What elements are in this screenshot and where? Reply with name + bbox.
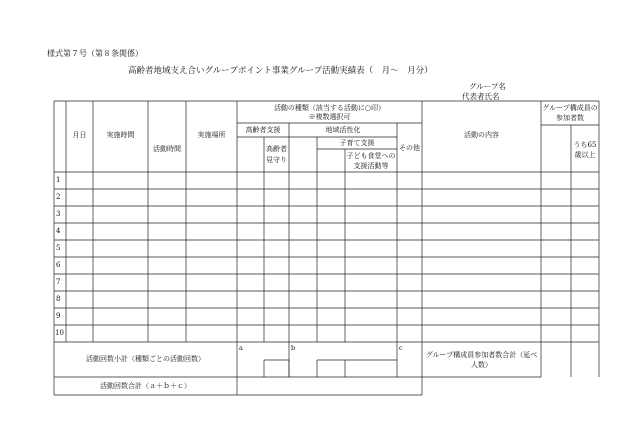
- header-members: グループ構成員の参加者数: [542, 104, 598, 122]
- header-elderly-watch: 高齢者見守り: [266, 145, 287, 164]
- header-place: 実施場所: [197, 131, 226, 139]
- subtotal-c: c: [399, 344, 403, 352]
- header-content: 活動の内容: [464, 131, 499, 139]
- header-other: その他: [399, 144, 420, 152]
- row-number: 10: [55, 329, 64, 337]
- header-elderly-support: 高齢者支援: [245, 126, 281, 134]
- subtotal-b: b: [291, 344, 296, 352]
- total-label: 活動回数合計（ａ＋ｂ＋ｃ）: [100, 382, 191, 390]
- row-number: 1: [56, 176, 61, 184]
- subtotal-label: 活動回数小計（種類ごとの活動回数）: [86, 355, 205, 363]
- header-community: 地域活性化: [325, 126, 361, 134]
- row-number: 4: [56, 227, 61, 235]
- header-time: 実施時間: [106, 131, 135, 139]
- header-type-title: 活動の種類（該当する活動に○印）: [273, 104, 386, 112]
- header-type-note: ※複数選択可: [308, 113, 351, 121]
- header-kids-cafeteria: 子ども食堂への支援活動等: [346, 152, 396, 170]
- row-number: 7: [56, 278, 61, 286]
- row-number: 2: [56, 193, 61, 201]
- page-title: 高齢者地域支え合いグループポイント事業グループ活動実績表（ 月～ 月分）: [128, 66, 433, 76]
- group-name-label: グループ名: [469, 82, 506, 91]
- representative-label: 代表者氏名: [462, 92, 500, 101]
- members-total-label: グループ構成員参加者数合計（延べ人数）: [425, 351, 538, 369]
- form-number: 様式第７号（第８条関係）: [47, 49, 143, 58]
- row-number: 9: [56, 312, 61, 320]
- row-number: 6: [56, 261, 61, 269]
- header-date: 月日: [72, 131, 87, 139]
- header-duration: 活動時間: [153, 145, 181, 153]
- row-number: 5: [56, 244, 61, 252]
- header-over65: うち65歳以上: [573, 141, 597, 159]
- subtotal-a: a: [239, 344, 243, 352]
- header-childcare: 子育て支援: [339, 139, 375, 147]
- row-number: 3: [56, 210, 61, 218]
- row-number: 8: [56, 295, 61, 303]
